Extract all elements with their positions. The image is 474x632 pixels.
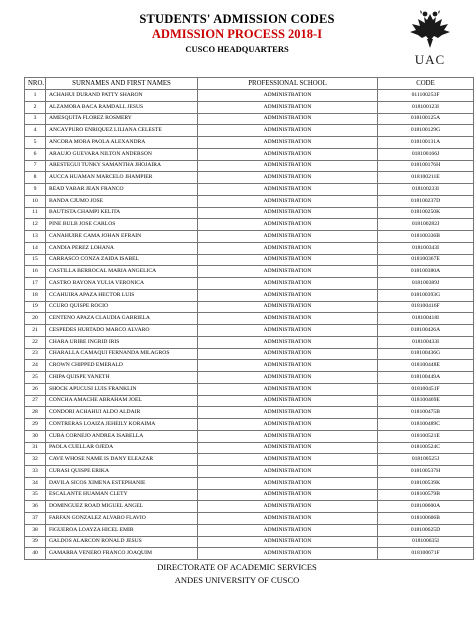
student-name: PAOLA CUELLAR OJEDA bbox=[46, 442, 198, 454]
table-row bbox=[25, 90, 474, 102]
student-name: DOMINGUEZ ROAD MIGUEL ANGEL bbox=[46, 501, 198, 513]
row-number: 28 bbox=[25, 407, 46, 419]
student-name: ESCALANTE HUAMAN CLETY bbox=[46, 489, 198, 501]
table-row bbox=[25, 313, 474, 325]
professional-school: ADMINISTRATION bbox=[198, 184, 378, 196]
admission-code: 018100606B bbox=[378, 513, 474, 525]
student-name: CASTILLA BERROCAL MARIA ANGELICA bbox=[46, 266, 198, 278]
row-number: 34 bbox=[25, 477, 46, 489]
admission-code: 018100393G bbox=[378, 289, 474, 301]
professional-school: ADMINISTRATION bbox=[198, 430, 378, 442]
row-number: 38 bbox=[25, 524, 46, 536]
student-name: ANCAYPURO ENRIQUEZ LILIANA CELESTE bbox=[46, 125, 198, 137]
footer-directorate: DIRECTORATE OF ACADEMIC SERVICES bbox=[157, 562, 317, 572]
professional-school: ADMINISTRATION bbox=[198, 301, 378, 313]
row-number: 15 bbox=[25, 254, 46, 266]
professional-school: ADMINISTRATION bbox=[198, 325, 378, 337]
professional-school: ADMINISTRATION bbox=[198, 113, 378, 125]
student-name: CARRASCO CONZA ZAIDA ISABEL bbox=[46, 254, 198, 266]
table-row bbox=[25, 513, 474, 525]
professional-school: ADMINISTRATION bbox=[198, 383, 378, 395]
student-name: ACHAHUI DURAND PATTY SHARON bbox=[46, 90, 198, 102]
admission-code: 018100129G bbox=[378, 125, 474, 137]
professional-school: ADMINISTRATION bbox=[198, 454, 378, 466]
row-number: 27 bbox=[25, 395, 46, 407]
row-number: 21 bbox=[25, 325, 46, 337]
professional-school: ADMINISTRATION bbox=[198, 313, 378, 325]
table-row bbox=[25, 348, 474, 360]
footer-university: ANDES UNIVERSITY OF CUSCO bbox=[174, 575, 300, 585]
admission-code: 011100253F bbox=[378, 90, 474, 102]
professional-school: ADMINISTRATION bbox=[198, 536, 378, 548]
admission-code: 018100166J bbox=[378, 148, 474, 160]
admission-code: 018100211E bbox=[378, 172, 474, 184]
table-row bbox=[25, 524, 474, 536]
student-name: CONCHA AMACHE ABRAHAM JOEL bbox=[46, 395, 198, 407]
student-name: CESPEDES HURTADO MARCO ALVARO bbox=[46, 325, 198, 337]
row-number: 30 bbox=[25, 430, 46, 442]
table-row bbox=[25, 372, 474, 384]
professional-school: ADMINISTRATION bbox=[198, 101, 378, 113]
table-row bbox=[25, 289, 474, 301]
admission-code: 018100123I bbox=[378, 101, 474, 113]
row-number: 40 bbox=[25, 548, 46, 560]
table-row bbox=[25, 419, 474, 431]
admission-code: 018100579B bbox=[378, 489, 474, 501]
student-name: PINE BULB JOSE CARLOS bbox=[46, 219, 198, 231]
professional-school: ADMINISTRATION bbox=[198, 289, 378, 301]
professional-school: ADMINISTRATION bbox=[198, 231, 378, 243]
table-row bbox=[25, 536, 474, 548]
student-name: CONTRERAS LOAIZA JEHEILY KORAIMA bbox=[46, 419, 198, 431]
professional-school: ADMINISTRATION bbox=[198, 477, 378, 489]
professional-school: ADMINISTRATION bbox=[198, 501, 378, 513]
professional-school: ADMINISTRATION bbox=[198, 242, 378, 254]
row-number: 36 bbox=[25, 501, 46, 513]
table-row bbox=[25, 548, 474, 560]
student-name: CROWN CHIPPED EMERALD bbox=[46, 360, 198, 372]
university-logo-text: UAC bbox=[414, 52, 446, 67]
professional-school: ADMINISTRATION bbox=[198, 466, 378, 478]
table-row bbox=[25, 278, 474, 290]
table-row bbox=[25, 195, 474, 207]
admission-code: 018100433I bbox=[378, 336, 474, 348]
admission-code: 018100449A bbox=[378, 372, 474, 384]
row-number: 13 bbox=[25, 231, 46, 243]
table-row bbox=[25, 395, 474, 407]
admission-code: 018100635I bbox=[378, 536, 474, 548]
student-name: GALDOS ALARCON RONALD JESUS bbox=[46, 536, 198, 548]
document-title: STUDENTS' ADMISSION CODES bbox=[139, 12, 335, 26]
student-name: ANCORA MORA PAOLA ALEXANDRA bbox=[46, 137, 198, 149]
table-row bbox=[25, 254, 474, 266]
student-name: CHIPA QUISPE YANETH bbox=[46, 372, 198, 384]
row-number: 14 bbox=[25, 242, 46, 254]
professional-school: ADMINISTRATION bbox=[198, 336, 378, 348]
student-name: CENTENO APAZA CLAUDIA GABRIELA bbox=[46, 313, 198, 325]
table-row bbox=[25, 477, 474, 489]
table-row bbox=[25, 172, 474, 184]
admission-code: 018100469E bbox=[378, 395, 474, 407]
row-number: 23 bbox=[25, 348, 46, 360]
admission-code: 018100250K bbox=[378, 207, 474, 219]
table-row bbox=[25, 454, 474, 466]
student-name: BAUTISTA CHAMPI KELITA bbox=[46, 207, 198, 219]
table-row bbox=[25, 430, 474, 442]
student-name: FIGUEROA LOAYZA HICEL EMIR bbox=[46, 524, 198, 536]
professional-school: ADMINISTRATION bbox=[198, 254, 378, 266]
row-number: 33 bbox=[25, 466, 46, 478]
admission-code: 018100539K bbox=[378, 477, 474, 489]
professional-school: ADMINISTRATION bbox=[198, 160, 378, 172]
admission-code: 018100282J bbox=[378, 219, 474, 231]
student-name: CURASI QUISPE ERIKA bbox=[46, 466, 198, 478]
student-name: CHARA URIBE INGRID IRIS bbox=[46, 336, 198, 348]
admission-code: 018100389J bbox=[378, 278, 474, 290]
table-row bbox=[25, 466, 474, 478]
table-row bbox=[25, 501, 474, 513]
table-row bbox=[25, 336, 474, 348]
admission-code: 018100125A bbox=[378, 113, 474, 125]
table-row bbox=[25, 184, 474, 196]
student-name: SHOCK APUCUSI LUIS FRANKLIN bbox=[46, 383, 198, 395]
professional-school: ADMINISTRATION bbox=[198, 407, 378, 419]
professional-school: ADMINISTRATION bbox=[198, 442, 378, 454]
column-header-name: SURNAMES AND FIRST NAMES bbox=[46, 78, 198, 90]
admission-code: 018100343I bbox=[378, 242, 474, 254]
admission-code: 018100426A bbox=[378, 325, 474, 337]
admission-code: 018100380A bbox=[378, 266, 474, 278]
row-number: 19 bbox=[25, 301, 46, 313]
admission-code: 018100600A bbox=[378, 501, 474, 513]
student-name: CAVE WHOSE NAME IS DANY ELEAZAR bbox=[46, 454, 198, 466]
professional-school: ADMINISTRATION bbox=[198, 137, 378, 149]
row-number: 12 bbox=[25, 219, 46, 231]
admission-code: 018100524C bbox=[378, 442, 474, 454]
row-number: 17 bbox=[25, 278, 46, 290]
student-name: ALZAMORA BACA RAMDALL JESUS bbox=[46, 101, 198, 113]
row-number: 6 bbox=[25, 148, 46, 160]
professional-school: ADMINISTRATION bbox=[198, 513, 378, 525]
row-number: 22 bbox=[25, 336, 46, 348]
table-row bbox=[25, 113, 474, 125]
row-number: 35 bbox=[25, 489, 46, 501]
row-number: 1 bbox=[25, 90, 46, 102]
admission-code: 018100475B bbox=[378, 407, 474, 419]
row-number: 16 bbox=[25, 266, 46, 278]
row-number: 20 bbox=[25, 313, 46, 325]
row-number: 24 bbox=[25, 360, 46, 372]
student-name: CHARALLA CAMAQUI FERNANDA MILAGROS bbox=[46, 348, 198, 360]
admission-code: 018100625D bbox=[378, 524, 474, 536]
table-row bbox=[25, 207, 474, 219]
row-number: 29 bbox=[25, 419, 46, 431]
admission-code: 018100176H bbox=[378, 160, 474, 172]
table-row bbox=[25, 383, 474, 395]
row-number: 8 bbox=[25, 172, 46, 184]
professional-school: ADMINISTRATION bbox=[198, 172, 378, 184]
professional-school: ADMINISTRATION bbox=[198, 148, 378, 160]
row-number: 7 bbox=[25, 160, 46, 172]
table-row bbox=[25, 360, 474, 372]
student-name: CONDORI ACHAHUI ALDO ALDAIR bbox=[46, 407, 198, 419]
student-name: CCURO QUISPE ROCIO bbox=[46, 301, 198, 313]
professional-school: ADMINISTRATION bbox=[198, 524, 378, 536]
row-number: 4 bbox=[25, 125, 46, 137]
admission-code: 018100671F bbox=[378, 548, 474, 560]
student-name: CANDIA PEREZ LOHANA bbox=[46, 242, 198, 254]
professional-school: ADMINISTRATION bbox=[198, 195, 378, 207]
admission-code: 018100418I bbox=[378, 313, 474, 325]
admission-code: 018100525J bbox=[378, 454, 474, 466]
student-name: CASTRO BAYONA YULIA VERONICA bbox=[46, 278, 198, 290]
table-header-row bbox=[25, 78, 474, 90]
admission-code: 018100416F bbox=[378, 301, 474, 313]
student-name: CUBA CORNEJO ANDREA ISABELLA bbox=[46, 430, 198, 442]
admission-code: 018100537H bbox=[378, 466, 474, 478]
row-number: 25 bbox=[25, 372, 46, 384]
student-name: DAVILA SICOS XIMENA ESTEPHANIE bbox=[46, 477, 198, 489]
table-row bbox=[25, 231, 474, 243]
professional-school: ADMINISTRATION bbox=[198, 395, 378, 407]
professional-school: ADMINISTRATION bbox=[198, 219, 378, 231]
professional-school: ADMINISTRATION bbox=[198, 372, 378, 384]
table-row bbox=[25, 242, 474, 254]
professional-school: ADMINISTRATION bbox=[198, 548, 378, 560]
row-number: 39 bbox=[25, 536, 46, 548]
professional-school: ADMINISTRATION bbox=[198, 90, 378, 102]
row-number: 9 bbox=[25, 184, 46, 196]
location-subtitle: CUSCO HEADQUARTERS bbox=[185, 44, 289, 54]
admission-code: 018100237D bbox=[378, 195, 474, 207]
table-row bbox=[25, 219, 474, 231]
admission-code: 018100336B bbox=[378, 231, 474, 243]
admission-code: 018100367E bbox=[378, 254, 474, 266]
professional-school: ADMINISTRATION bbox=[198, 278, 378, 290]
professional-school: ADMINISTRATION bbox=[198, 419, 378, 431]
student-name: GAMARRA VENERO FRANCO JOAQUIM bbox=[46, 548, 198, 560]
row-number: 32 bbox=[25, 454, 46, 466]
student-name: AUCCA HUAMAN MARCELO JHAMPIER bbox=[46, 172, 198, 184]
row-number: 3 bbox=[25, 113, 46, 125]
professional-school: ADMINISTRATION bbox=[198, 207, 378, 219]
admission-code: 018100436G bbox=[378, 348, 474, 360]
table-row bbox=[25, 125, 474, 137]
professional-school: ADMINISTRATION bbox=[198, 266, 378, 278]
student-name: CANAHUIRE CAMA JOHAN EFRAIN bbox=[46, 231, 198, 243]
table-row bbox=[25, 266, 474, 278]
admission-code: 018100448E bbox=[378, 360, 474, 372]
admission-code: 018100451F bbox=[378, 383, 474, 395]
professional-school: ADMINISTRATION bbox=[198, 360, 378, 372]
admission-code: 018100489C bbox=[378, 419, 474, 431]
table-row bbox=[25, 160, 474, 172]
admission-codes-table bbox=[24, 77, 474, 560]
process-title: ADMISSION PROCESS 2018-I bbox=[151, 27, 323, 41]
professional-school: ADMINISTRATION bbox=[198, 348, 378, 360]
row-number: 10 bbox=[25, 195, 46, 207]
admission-code: 018100521E bbox=[378, 430, 474, 442]
row-number: 31 bbox=[25, 442, 46, 454]
row-number: 37 bbox=[25, 513, 46, 525]
professional-school: ADMINISTRATION bbox=[198, 125, 378, 137]
table-row bbox=[25, 137, 474, 149]
student-name: AMESQUITA FLOREZ ROSMERY bbox=[46, 113, 198, 125]
table-row bbox=[25, 148, 474, 160]
table-row bbox=[25, 301, 474, 313]
column-header-number: NRO. bbox=[25, 78, 46, 90]
row-number: 5 bbox=[25, 137, 46, 149]
table-row bbox=[25, 442, 474, 454]
admission-code: 018100233I bbox=[378, 184, 474, 196]
row-number: 11 bbox=[25, 207, 46, 219]
student-name: ARAUJO GUEVARA NILTON ANDERSON bbox=[46, 148, 198, 160]
student-name: CCAHUIRA APAZA HECTOR LUIS bbox=[46, 289, 198, 301]
table-row bbox=[25, 101, 474, 113]
table-row bbox=[25, 489, 474, 501]
professional-school: ADMINISTRATION bbox=[198, 489, 378, 501]
student-name: FARFAN GONZALEZ ALVARO FLAVIO bbox=[46, 513, 198, 525]
column-header-school: PROFESSIONAL SCHOOL bbox=[198, 78, 378, 90]
student-name: READ YABAR JEAN FRANCO bbox=[46, 184, 198, 196]
table-row bbox=[25, 325, 474, 337]
column-header-code: CODE bbox=[378, 78, 474, 90]
row-number: 2 bbox=[25, 101, 46, 113]
row-number: 18 bbox=[25, 289, 46, 301]
student-name: BANDA CJUMO JOSE bbox=[46, 195, 198, 207]
row-number: 26 bbox=[25, 383, 46, 395]
admission-code: 018100131A bbox=[378, 137, 474, 149]
student-name: ARESTEGUI TUNKY SAMANTHA JHOJAIRA bbox=[46, 160, 198, 172]
table-row bbox=[25, 407, 474, 419]
